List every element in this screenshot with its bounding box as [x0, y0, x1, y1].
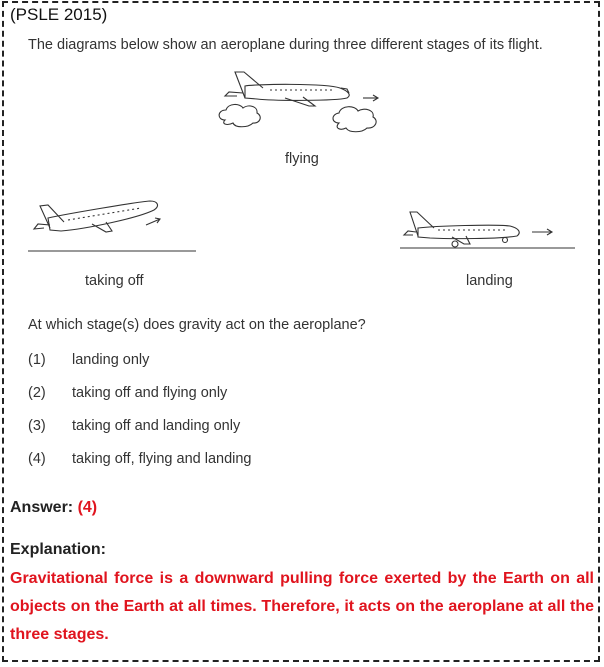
- caption-landing: landing: [466, 273, 513, 289]
- explanation-heading: Explanation:: [10, 541, 107, 558]
- intro-text: The diagrams below show an aeroplane during three different stages of its flight.: [28, 37, 543, 53]
- answer-label: Answer:: [10, 499, 74, 516]
- option-3[interactable]: [28, 418, 240, 434]
- option-text: taking off and landing only: [72, 418, 241, 434]
- option-text: taking off and flying only: [72, 385, 228, 401]
- flying-plane-illustration: [215, 68, 385, 143]
- question-text: At which stage(s) does gravity act on the aeroplane?: [28, 317, 366, 333]
- answer-value: (4): [77, 499, 98, 516]
- taking-off-plane-illustration: [26, 196, 201, 256]
- option-number: (1): [28, 352, 46, 368]
- caption-flying: flying: [285, 151, 319, 167]
- option-text: taking off, flying and landing: [72, 451, 252, 467]
- explanation-text: Gravitational force is a downward pulling force exerted by the Earth on all objects on the Earth at all times. Therefore, it acts on the aeroplane at all the three stages.: [10, 570, 594, 643]
- answer-line: [10, 499, 97, 517]
- option-number: (4): [28, 451, 46, 467]
- option-2[interactable]: [28, 385, 227, 401]
- option-text: landing only: [72, 352, 150, 368]
- option-4[interactable]: [28, 451, 252, 467]
- option-1[interactable]: [28, 352, 149, 368]
- source-label: (PSLE 2015): [10, 5, 108, 24]
- option-number: (3): [28, 418, 46, 434]
- landing-plane-illustration: [400, 208, 580, 260]
- option-number: (2): [28, 385, 46, 401]
- caption-taking-off: taking off: [85, 273, 144, 289]
